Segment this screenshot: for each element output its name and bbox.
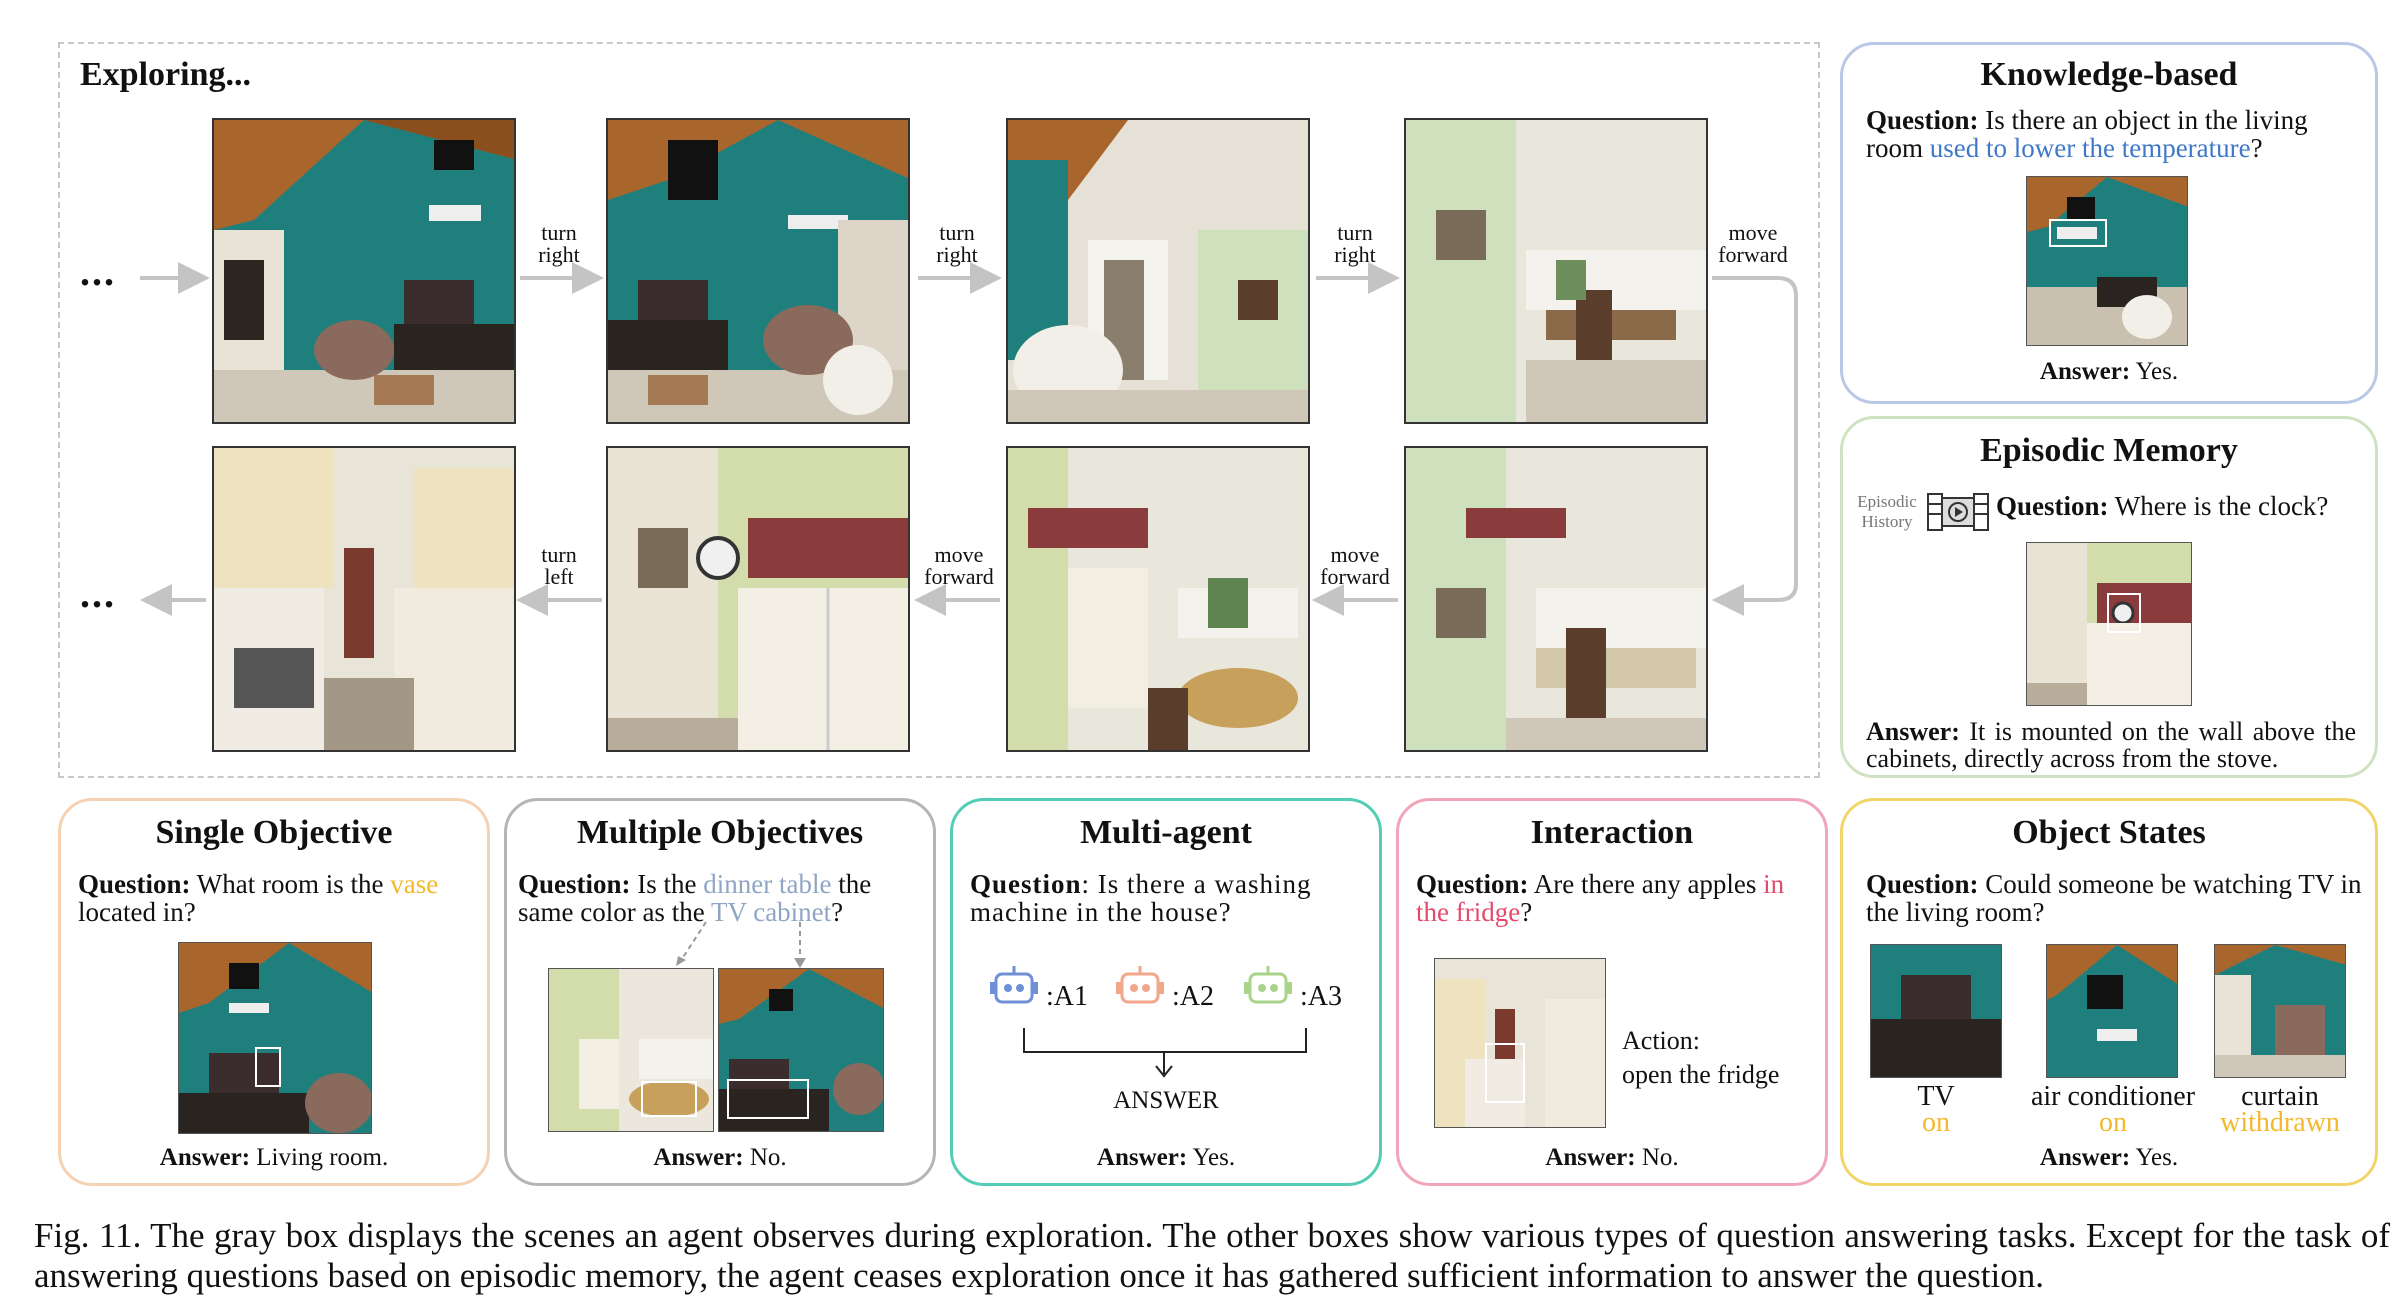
knowledge-highlight-box <box>2049 219 2107 247</box>
multiple-highlight-box-2 <box>727 1079 809 1119</box>
single-image <box>178 942 372 1134</box>
interaction-answer: Answer: No. <box>1545 1144 1679 1171</box>
multiple-title: Multiple Objectives <box>576 814 864 851</box>
objstates-question: Question: Could someone be watching TV in the living room? <box>1866 869 2362 927</box>
objstates-label-curtain: curtain withdrawn <box>2220 1081 2340 1138</box>
objstates-label-ac: air conditioner on <box>2030 1081 2196 1138</box>
multiple-image-1 <box>548 968 714 1132</box>
action-label-2: turn right <box>936 220 978 267</box>
scene-image-2 <box>606 118 910 424</box>
robot-icon <box>988 962 1040 1012</box>
episodic-history-label: Episodic History <box>1857 492 1917 531</box>
interaction-image <box>1434 958 1606 1128</box>
objstates-answer: Answer: Yes. <box>2039 1144 2179 1171</box>
scene-image-7 <box>606 446 910 752</box>
single-title: Single Objective <box>155 814 393 851</box>
scene-image-8 <box>212 446 516 752</box>
episodic-highlight-box <box>2107 593 2141 633</box>
action-label-4: move forward <box>1718 220 1788 267</box>
scene-image-1 <box>212 118 516 424</box>
action-label-6: move forward <box>924 542 994 589</box>
interaction-question: Question: Are there any apples in the fridge? <box>1416 869 1785 927</box>
dots-left-bottom: ... <box>80 571 116 616</box>
multiple-image-2 <box>718 968 884 1132</box>
single-question: Question: What room is the vase located in? <box>78 869 439 927</box>
single-highlight-box <box>255 1047 281 1087</box>
agent-label-1: :A1 <box>1046 981 1088 1012</box>
multiagent-question: Question: Is there a washing machine in the house? <box>970 869 1312 927</box>
single-answer: Answer: Living room. <box>159 1144 389 1171</box>
interaction-action: Action: open the fridge <box>1622 1026 1780 1089</box>
episodic-answer: Answer: It is mounted on the wall above the cabinets, directly across from the stove. <box>1866 717 2356 773</box>
agent-label-3: :A3 <box>1300 981 1342 1012</box>
objstates-title: Object States <box>2012 814 2206 851</box>
episodic-image <box>2026 542 2192 706</box>
action-label-7: turn left <box>541 542 577 589</box>
objstates-label-tv: TV on <box>1917 1081 1955 1138</box>
objstates-image-curtain <box>2214 944 2346 1078</box>
robot-icon <box>1114 962 1166 1012</box>
video-icon <box>1924 490 1992 534</box>
multiple-answer: Answer: No. <box>653 1144 787 1171</box>
objstates-image-tv <box>1870 944 2002 1078</box>
arrow-a4 <box>1712 278 1796 600</box>
objstates-image-ac <box>2046 944 2178 1078</box>
scene-image-3 <box>1006 118 1310 424</box>
action-label-5: move forward <box>1320 542 1390 589</box>
knowledge-image <box>2026 176 2188 346</box>
dots-left-top: ... <box>80 249 116 294</box>
action-label-1: turn right <box>538 220 580 267</box>
figure-caption: Fig. 11. The gray box displays the scenes an agent observes during exploration. The other boxes show various types of question answering tasks. Except for the task of answering questions based on episodic memory, the agent ceases exploration once it has gathered sufficient information to answer the question. <box>34 1216 2390 1295</box>
agent-label-2: :A2 <box>1172 981 1214 1012</box>
multiagent-answer: Answer: Yes. <box>1096 1144 1236 1171</box>
scene-image-5 <box>1404 446 1708 752</box>
episodic-question: Question: Where is the clock? <box>1996 491 2329 521</box>
robot-icon <box>1242 962 1294 1012</box>
episodic-title: Episodic Memory <box>1980 432 2238 469</box>
knowledge-answer: Answer: Yes. <box>2039 358 2179 385</box>
knowledge-question: Question: Is there an object in the living room used to lower the temperature? <box>1866 105 2308 163</box>
multiple-highlight-box-1 <box>641 1081 697 1117</box>
multiple-question: Question: Is the dinner table the same color as the TV cabinet? <box>518 869 872 927</box>
interaction-title: Interaction <box>1530 814 1694 851</box>
scene-image-4 <box>1404 118 1708 424</box>
aggregation-bracket <box>1016 1024 1316 1080</box>
knowledge-title: Knowledge-based <box>1980 56 2238 93</box>
exploring-title: Exploring... <box>80 56 251 93</box>
answer-word: ANSWER <box>1113 1087 1219 1114</box>
scene-image-6 <box>1006 446 1310 752</box>
multiple-dashed-arrows <box>660 918 820 968</box>
multiagent-title: Multi-agent <box>1080 814 1252 851</box>
action-label-3: turn right <box>1334 220 1376 267</box>
interaction-highlight-box <box>1485 1043 1525 1103</box>
